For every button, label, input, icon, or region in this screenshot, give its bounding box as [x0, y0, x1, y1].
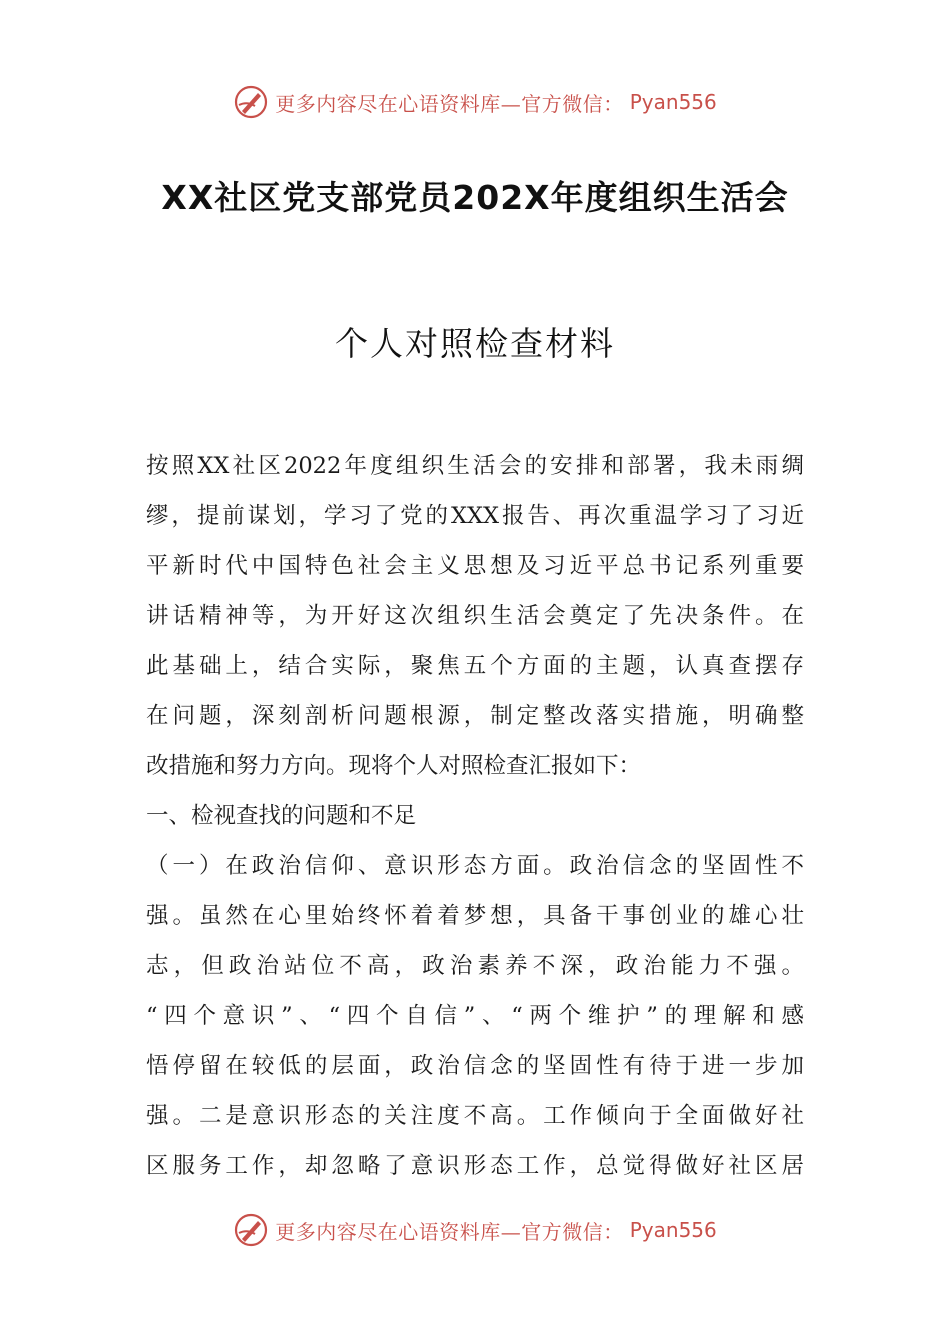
body-line-11: 志，但政治站位不高，政治素养不深，政治能力不强。 — [146, 953, 804, 979]
body-line-3: 平新时代中国特色社会主义思想及习近平总书记系列重要 — [146, 553, 804, 579]
body-line-12: “四个意识”、“四个自信”、“两个维护”的理解和感 — [146, 1003, 804, 1029]
watermark-wechat-id: Pyan556 — [629, 90, 717, 114]
watermark-banner-bottom — [0, 1210, 950, 1250]
body-line-4: 讲话精神等，为开好这次组织生活会奠定了先决条件。在 — [146, 603, 804, 629]
watermark-text: 更多内容尽在心语资料库—官方微信： — [275, 1219, 624, 1244]
document-title-line-2: 个人对照检查材料 — [335, 324, 615, 363]
watermark-banner-top — [0, 82, 950, 122]
body-line-7: 改措施和努力方向。现将个人对照检查汇报如下： — [146, 753, 642, 779]
pen-logo-icon — [233, 84, 269, 120]
body-line-9: （一）在政治信仰、意识形态方面。政治信念的坚固性不 — [146, 853, 804, 879]
pen-logo-icon — [233, 1212, 269, 1248]
body-line-13: 悟停留在较低的层面，政治信念的坚固性有待于进一步加 — [146, 1053, 804, 1079]
body-line-1: 按照XX社区2022年度组织生活会的安排和部署，我未雨绸 — [146, 453, 804, 479]
watermark-wechat-id: Pyan556 — [629, 1218, 717, 1242]
body-line-10: 强。虽然在心里始终怀着着梦想，具备干事创业的雄心壮 — [146, 903, 804, 929]
body-line-6: 在问题，深刻剖析问题根源，制定整改落实措施，明确整 — [146, 703, 804, 729]
watermark-text: 更多内容尽在心语资料库—官方微信： — [275, 91, 624, 116]
body-line-5: 此基础上，结合实际，聚焦五个方面的主题，认真查摆存 — [146, 653, 804, 679]
body-line-15: 区服务工作，却忽略了意识形态工作，总觉得做好社区居 — [146, 1153, 804, 1179]
document-title-line-1: XX社区党支部党员202X年度组织生活会 — [161, 178, 789, 217]
body-line-14: 强。二是意识形态的关注度不高。工作倾向于全面做好社 — [146, 1103, 804, 1129]
body-line-2: 缪，提前谋划，学习了党的XXX报告、再次重温学习了习近 — [146, 503, 804, 529]
section-heading-1: 一、检视查找的问题和不足 — [146, 803, 417, 829]
